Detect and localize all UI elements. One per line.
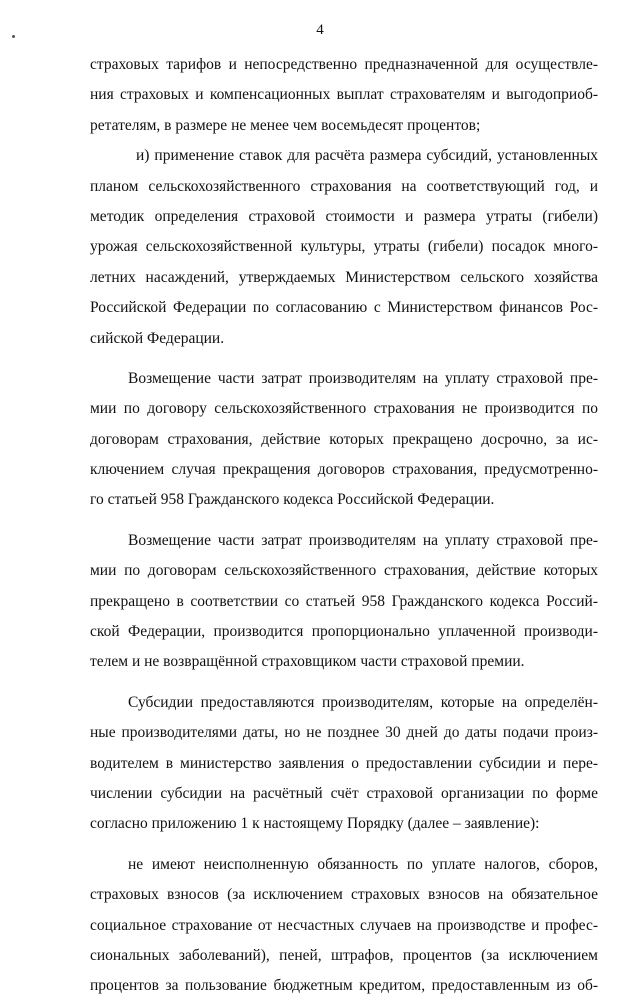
text-line: мии по договору сельскохозяйственного страхования не производится по [90,400,598,418]
text-line: ные производителями даты, но не позднее 30 дней до даты подачи произ- [90,724,598,742]
text-line: ской Федерации, производится пропорционально уплаченной производи- [90,623,598,641]
text-line: процентов за пользование бюджетным кредитом, предоставленным из об- [90,977,598,995]
text-line: Субсидии предоставляются производителям, которые на определён- [128,693,598,711]
text-line: телем и не возвращённой страховщиком части страховой премии. [90,653,525,671]
paragraph-item-i [90,141,598,354]
text-line: не имеют неисполненную обязанность по уплате налогов, сборов, [128,855,598,873]
page-number: 4 [316,22,324,38]
text-line: страховых взносов (за исключением страховых взносов на обязательное [90,886,598,904]
paragraph-reimbursement-early [90,364,598,516]
text-line: Российской Федерации по согласованию с Министерством финансов Рос- [90,299,598,317]
text-line: Возмещение части затрат производителям на уплату страховой пре- [128,531,598,549]
document-body [90,50,598,1002]
text-line: Возмещение части затрат производителям на уплату страховой пре- [128,369,598,387]
text-line: урожая сельскохозяйственной культуры, утраты (гибели) посадок много- [90,238,598,256]
text-line: согласно приложению 1 к настоящему Порядку (далее – заявление): [90,815,540,833]
text-line: планом сельскохозяйственного страхования на соответствующий год, и [90,177,598,195]
paragraph-reimbursement-proportional [90,526,598,678]
text-line: страховых тарифов и непосредственно предназначенной для осуществле- [90,56,598,73]
text-line: ния страховых и компенсационных выплат страхователям и выгодоприоб- [90,86,598,104]
text-line: социальное страхование от несчастных случаев на производстве и профес- [90,916,598,934]
text-line: договорам страхования, действие которых прекращено досрочно, за ис- [90,430,598,448]
text-line: сиональных заболеваний), пеней, штрафов, процентов (за исключением [90,946,598,964]
text-line: прекращено в соответствии со статьей 958 Гражданского кодекса Россий- [90,592,598,610]
text-line: водителем в министерство заявления о предоставлении субсидии и пере- [90,754,598,772]
text-line: го статьей 958 Гражданского кодекса Российской Федерации. [90,491,495,509]
text-line: ретателям, в размере не менее чем восемьдесят процентов; [90,116,481,134]
text-line: и) применение ставок для расчёта размера субсидий, установленных [136,147,598,165]
text-line: методик определения страховой стоимости и размера утраты (гибели) [90,207,598,225]
text-line: числении субсидии на расчётный счёт страховой организации по форме [90,784,598,802]
text-line: летних насаждений, утверждаемых Министерством сельского хозяйства [90,268,598,286]
paragraph-continuation [90,50,598,141]
paragraph-subsidies [90,688,598,840]
text-line: ключением случая прекращения договоров страхования, предусмотренно- [90,461,598,479]
text-line: мии по договорам сельскохозяйственного страхования, действие которых [90,562,598,580]
paragraph-no-debt [90,850,598,1002]
text-line: сийской Федерации. [90,329,225,347]
